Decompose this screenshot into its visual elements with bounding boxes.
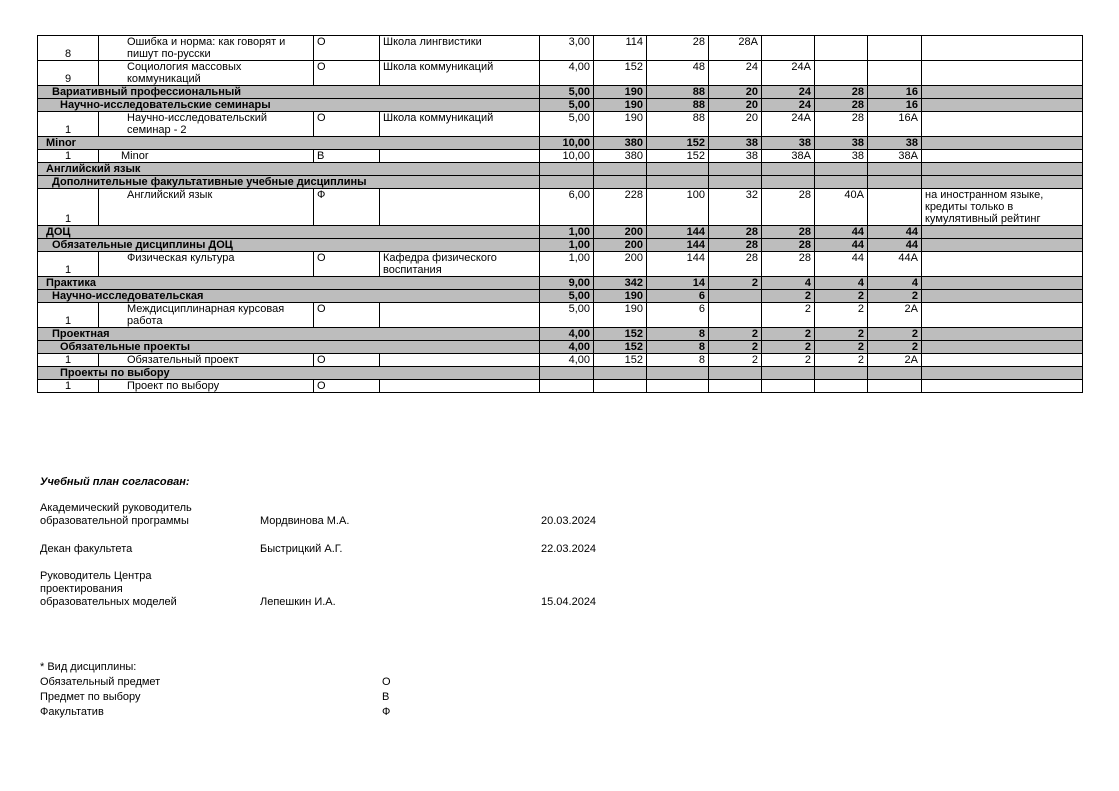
discipline-department <box>380 303 540 328</box>
discipline-department <box>380 150 540 163</box>
value-cell: 28 <box>762 239 815 252</box>
value-cell: 38 <box>709 137 762 150</box>
value-cell <box>709 163 762 176</box>
signer-role-dean <box>40 543 132 556</box>
value-cell <box>594 163 647 176</box>
section-row <box>38 137 1083 150</box>
value-cell: 3,00 <box>540 36 594 61</box>
discipline-department: Школа коммуникаций <box>380 61 540 86</box>
value-cell: 20 <box>709 99 762 112</box>
value-cell <box>815 163 868 176</box>
value-cell: 228 <box>594 189 647 226</box>
discipline-type: О <box>314 380 380 393</box>
value-cell <box>709 176 762 189</box>
value-cell: 8 <box>647 341 709 354</box>
value-cell <box>815 380 868 393</box>
discipline-department: Кафедра физического воспитания <box>380 252 540 277</box>
note-cell <box>922 341 1083 354</box>
discipline-row <box>38 354 1083 367</box>
value-cell: 44 <box>815 226 868 239</box>
value-cell: 8 <box>647 328 709 341</box>
discipline-number: 1 <box>38 189 99 226</box>
discipline-row <box>38 150 1083 163</box>
discipline-name: Английский язык <box>99 189 314 226</box>
value-cell: 144 <box>647 226 709 239</box>
discipline-number: 1 <box>38 150 99 163</box>
legend-item: Обязательный предмет <box>40 676 161 688</box>
value-cell <box>647 163 709 176</box>
value-cell: 152 <box>594 341 647 354</box>
section-row <box>38 239 1083 252</box>
value-cell: 190 <box>594 112 647 137</box>
value-cell <box>540 163 594 176</box>
value-cell: 2 <box>762 328 815 341</box>
note-cell <box>922 99 1083 112</box>
value-cell: 38 <box>709 150 762 163</box>
value-cell: 28 <box>815 99 868 112</box>
value-cell: 38 <box>815 137 868 150</box>
note-cell <box>922 380 1083 393</box>
value-cell: 20 <box>709 112 762 137</box>
section-title: Проектная <box>38 328 540 341</box>
value-cell <box>709 367 762 380</box>
value-cell: 44 <box>868 226 922 239</box>
value-cell <box>868 367 922 380</box>
discipline-row <box>38 380 1083 393</box>
section-title: Проекты по выбору <box>38 367 540 380</box>
value-cell: 88 <box>647 99 709 112</box>
signer-role-line: Руководитель Центра <box>40 570 152 582</box>
signer-role-line: образовательной программы <box>40 515 189 527</box>
value-cell: 190 <box>594 86 647 99</box>
value-cell: 88 <box>647 86 709 99</box>
value-cell: 2 <box>815 341 868 354</box>
discipline-number: 8 <box>38 36 99 61</box>
value-cell: 24 <box>762 99 815 112</box>
value-cell: 44 <box>868 239 922 252</box>
section-title: Обязательные дисциплины ДОЦ <box>38 239 540 252</box>
value-cell: 200 <box>594 252 647 277</box>
value-cell <box>594 367 647 380</box>
value-cell: 2 <box>815 303 868 328</box>
discipline-name: Проект по выбору <box>99 380 314 393</box>
value-cell: 114 <box>594 36 647 61</box>
section-title: Научно-исследовательская <box>38 290 540 303</box>
value-cell: 144 <box>647 239 709 252</box>
value-cell: 8 <box>647 354 709 367</box>
discipline-name: Междисциплинарная курсовая работа <box>99 303 314 328</box>
curriculum-table <box>37 35 1083 393</box>
section-row <box>38 99 1083 112</box>
value-cell: 5,00 <box>540 99 594 112</box>
discipline-name: Научно-исследовательский семинар - 2 <box>99 112 314 137</box>
discipline-type: О <box>314 112 380 137</box>
value-cell: 6 <box>647 303 709 328</box>
value-cell: 2 <box>762 354 815 367</box>
section-row <box>38 163 1083 176</box>
discipline-type: О <box>314 61 380 86</box>
value-cell: 2 <box>815 328 868 341</box>
section-title: Дополнительные факультативные учебные дисциплины <box>38 176 540 189</box>
value-cell: 2 <box>762 290 815 303</box>
discipline-row <box>38 189 1083 226</box>
value-cell <box>594 176 647 189</box>
value-cell: 16 <box>868 86 922 99</box>
discipline-type: В <box>314 150 380 163</box>
value-cell: 152 <box>594 354 647 367</box>
value-cell <box>762 36 815 61</box>
value-cell <box>540 176 594 189</box>
approval-title: Учебный план согласован: <box>40 476 190 488</box>
note-cell <box>922 226 1083 239</box>
legend-item: Факультатив <box>40 706 104 718</box>
signer-role-academic-lead <box>40 502 192 528</box>
value-cell <box>540 380 594 393</box>
value-cell: 20 <box>709 86 762 99</box>
value-cell: 28 <box>762 226 815 239</box>
value-cell: 1,00 <box>540 252 594 277</box>
section-row <box>38 328 1083 341</box>
value-cell: 32 <box>709 189 762 226</box>
value-cell <box>647 176 709 189</box>
value-cell: 9,00 <box>540 277 594 290</box>
value-cell: 38 <box>815 150 868 163</box>
value-cell: 6 <box>647 290 709 303</box>
section-row <box>38 277 1083 290</box>
value-cell <box>647 367 709 380</box>
value-cell: 40А <box>815 189 868 226</box>
value-cell: 4 <box>868 277 922 290</box>
value-cell: 380 <box>594 150 647 163</box>
value-cell: 2А <box>868 303 922 328</box>
discipline-department <box>380 354 540 367</box>
value-cell <box>868 189 922 226</box>
note-cell <box>922 176 1083 189</box>
value-cell <box>815 36 868 61</box>
value-cell: 200 <box>594 226 647 239</box>
value-cell: 2 <box>709 328 762 341</box>
value-cell: 44 <box>815 252 868 277</box>
value-cell: 2 <box>868 290 922 303</box>
signer-role-line: Декан факультета <box>40 543 133 555</box>
value-cell: 10,00 <box>540 150 594 163</box>
section-title: Научно-исследовательские семинары <box>38 99 540 112</box>
discipline-row <box>38 252 1083 277</box>
discipline-department <box>380 189 540 226</box>
value-cell <box>815 367 868 380</box>
value-cell: 24А <box>762 61 815 86</box>
discipline-name: Социология массовых коммуникаций <box>99 61 314 86</box>
value-cell: 2 <box>868 328 922 341</box>
value-cell: 5,00 <box>540 112 594 137</box>
signer-name: Лепешкин И.А. <box>260 596 336 608</box>
legend-code: О <box>382 676 391 688</box>
value-cell: 190 <box>594 303 647 328</box>
value-cell <box>815 176 868 189</box>
discipline-row <box>38 303 1083 328</box>
value-cell: 144 <box>647 252 709 277</box>
value-cell: 152 <box>647 137 709 150</box>
value-cell: 152 <box>647 150 709 163</box>
section-title: Вариативный профессиональный <box>38 86 540 99</box>
value-cell: 14 <box>647 277 709 290</box>
value-cell: 2 <box>815 354 868 367</box>
value-cell: 24 <box>762 86 815 99</box>
discipline-name: Minor <box>99 150 314 163</box>
value-cell: 200 <box>594 239 647 252</box>
value-cell <box>868 61 922 86</box>
discipline-row <box>38 36 1083 61</box>
value-cell: 2А <box>868 354 922 367</box>
discipline-number: 1 <box>38 303 99 328</box>
section-title: Minor <box>38 137 540 150</box>
curriculum-table-body <box>38 36 1083 393</box>
value-cell: 5,00 <box>540 303 594 328</box>
value-cell: 1,00 <box>540 239 594 252</box>
discipline-row <box>38 61 1083 86</box>
section-row <box>38 341 1083 354</box>
value-cell: 190 <box>594 290 647 303</box>
value-cell <box>868 380 922 393</box>
value-cell: 28 <box>762 252 815 277</box>
value-cell: 24 <box>709 61 762 86</box>
value-cell: 2 <box>815 290 868 303</box>
note-cell <box>922 36 1083 61</box>
value-cell: 88 <box>647 112 709 137</box>
value-cell: 44 <box>815 239 868 252</box>
value-cell: 2 <box>709 277 762 290</box>
note-cell <box>922 328 1083 341</box>
section-row <box>38 176 1083 189</box>
value-cell: 380 <box>594 137 647 150</box>
discipline-type: Ф <box>314 189 380 226</box>
value-cell: 5,00 <box>540 290 594 303</box>
legend-code: Ф <box>382 706 391 718</box>
value-cell <box>647 380 709 393</box>
note-cell <box>922 150 1083 163</box>
section-row <box>38 226 1083 239</box>
value-cell: 38 <box>868 137 922 150</box>
value-cell <box>762 176 815 189</box>
value-cell <box>594 380 647 393</box>
legend-item: Предмет по выбору <box>40 691 141 703</box>
value-cell <box>709 380 762 393</box>
value-cell <box>709 303 762 328</box>
discipline-name: Обязательный проект <box>99 354 314 367</box>
discipline-row <box>38 112 1083 137</box>
value-cell: 2 <box>709 341 762 354</box>
discipline-type: О <box>314 252 380 277</box>
legend-title: * Вид дисциплины: <box>40 661 137 673</box>
value-cell: 342 <box>594 277 647 290</box>
value-cell: 4 <box>815 277 868 290</box>
value-cell: 4,00 <box>540 354 594 367</box>
value-cell <box>868 36 922 61</box>
value-cell: 38 <box>762 137 815 150</box>
value-cell: 38А <box>762 150 815 163</box>
section-row <box>38 86 1083 99</box>
value-cell: 2 <box>762 303 815 328</box>
value-cell: 4,00 <box>540 61 594 86</box>
discipline-number: 9 <box>38 61 99 86</box>
discipline-department: Школа коммуникаций <box>380 112 540 137</box>
value-cell: 38А <box>868 150 922 163</box>
value-cell: 28 <box>709 252 762 277</box>
value-cell: 28 <box>709 226 762 239</box>
value-cell: 28 <box>762 189 815 226</box>
value-cell: 152 <box>594 328 647 341</box>
value-cell: 28 <box>815 112 868 137</box>
value-cell: 44А <box>868 252 922 277</box>
note-cell <box>922 239 1083 252</box>
discipline-type: О <box>314 354 380 367</box>
discipline-type: О <box>314 303 380 328</box>
note-cell: на иностранном языке, кредиты только в кумулятивный рейтинг <box>922 189 1083 226</box>
note-cell <box>922 252 1083 277</box>
discipline-department <box>380 380 540 393</box>
note-cell <box>922 367 1083 380</box>
value-cell <box>815 61 868 86</box>
value-cell: 10,00 <box>540 137 594 150</box>
note-cell <box>922 86 1083 99</box>
value-cell: 1,00 <box>540 226 594 239</box>
discipline-number: 1 <box>38 252 99 277</box>
signer-name: Мордвинова М.А. <box>260 515 350 527</box>
value-cell: 16 <box>868 99 922 112</box>
value-cell: 28 <box>647 36 709 61</box>
value-cell: 5,00 <box>540 86 594 99</box>
signer-date: 15.04.2024 <box>541 596 597 608</box>
discipline-number: 1 <box>38 354 99 367</box>
note-cell <box>922 112 1083 137</box>
signer-role-line: образовательных моделей <box>40 596 177 608</box>
value-cell: 100 <box>647 189 709 226</box>
signer-role-line: проектирования <box>40 583 123 595</box>
section-row <box>38 290 1083 303</box>
value-cell: 28А <box>709 36 762 61</box>
value-cell: 2 <box>709 354 762 367</box>
note-cell <box>922 137 1083 150</box>
signer-role-design-center <box>40 570 177 609</box>
section-title: ДОЦ <box>38 226 540 239</box>
note-cell <box>922 354 1083 367</box>
note-cell <box>922 277 1083 290</box>
value-cell <box>762 367 815 380</box>
signer-date: 22.03.2024 <box>541 543 597 555</box>
note-cell <box>922 303 1083 328</box>
value-cell <box>868 163 922 176</box>
discipline-type: О <box>314 36 380 61</box>
value-cell: 4,00 <box>540 341 594 354</box>
value-cell: 152 <box>594 61 647 86</box>
discipline-department: Школа лингвистики <box>380 36 540 61</box>
legend-code: В <box>382 691 390 703</box>
discipline-name: Ошибка и норма: как говорят и пишут по-русски <box>99 36 314 61</box>
value-cell: 16А <box>868 112 922 137</box>
value-cell: 28 <box>815 86 868 99</box>
discipline-number: 1 <box>38 380 99 393</box>
value-cell: 6,00 <box>540 189 594 226</box>
value-cell <box>762 163 815 176</box>
note-cell <box>922 290 1083 303</box>
discipline-name: Физическая культура <box>99 252 314 277</box>
note-cell <box>922 163 1083 176</box>
value-cell <box>709 290 762 303</box>
signer-name: Быстрицкий А.Г. <box>260 543 343 555</box>
signer-date: 20.03.2024 <box>541 515 597 527</box>
section-title: Английский язык <box>38 163 540 176</box>
value-cell: 190 <box>594 99 647 112</box>
value-cell: 4 <box>762 277 815 290</box>
value-cell: 2 <box>868 341 922 354</box>
discipline-number: 1 <box>38 112 99 137</box>
value-cell: 2 <box>762 341 815 354</box>
value-cell <box>868 176 922 189</box>
section-title: Обязательные проекты <box>38 341 540 354</box>
note-cell <box>922 61 1083 86</box>
signer-role-line: Академический руководитель <box>40 502 192 514</box>
value-cell: 24А <box>762 112 815 137</box>
section-row <box>38 367 1083 380</box>
value-cell: 28 <box>709 239 762 252</box>
value-cell <box>540 367 594 380</box>
value-cell <box>762 380 815 393</box>
value-cell: 48 <box>647 61 709 86</box>
section-title: Практика <box>38 277 540 290</box>
value-cell: 4,00 <box>540 328 594 341</box>
